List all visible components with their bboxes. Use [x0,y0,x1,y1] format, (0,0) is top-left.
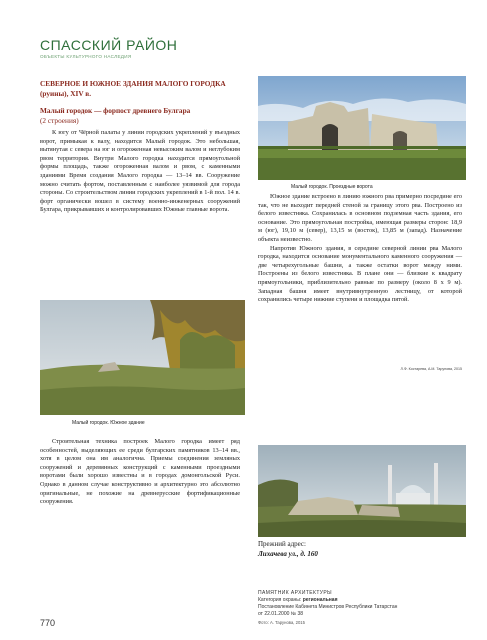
article-subtitle-bold: Малый городок — форпост древнего Булгара [40,106,191,115]
photo-credit-footer: Фото: А. Тарунова, 2015 [258,620,305,625]
article-subtitle-normal: (2 строения) [40,116,79,125]
protection-category [258,597,397,604]
paragraph-3-text: Строительная техника построек Малого городка имеет ряд особенностей, выделяющих ее среди булгарских памятников 13–14 вв., хотя в целом она им аналогична. Приемы соединения земляных сооружений и деревянных конструкций с каменными проездными воротами были хорошо известны и в городах домонгольской Руси. Однако в данном случае конструктивно и архитектурно это абсолютно оригинальные, не похожие на древнерусские фортификационные сооружения. [40,438,240,506]
caption-south-building: Малый городок. Южное здание [72,420,145,426]
former-address-value: Лихачева ул., д. 160 [258,550,318,558]
photo-south-image [40,300,245,415]
article-title: СЕВЕРНОЕ И ЮЖНОЕ ЗДАНИЯ МАЛОГО ГОРОДКА (руины), XIV в. [40,79,226,98]
paragraph-1-text: К югу от Чёрной палаты у линии городских укреплений у въездных ворот, примыкая к валу, находится Малый городок. Это небольшая, вытянутая с севера на юг и огороженная невысоким валом и неглубоким рвом территория. Внутри Малого городка находится прямоугольной формы площадь, также огороженная валом и рвом, с каменными зданиями Время создания Малого городка — 13–14 вв. Сооружение можно считать фортом, поставленным с наиболее уязвимой для города стороны. Со строительством линии городских укреплений в 1-й пол. 14 в. форт органически вошел в систему военно-инженерных сооружений Булгара, прикрывавших и контролировавших Южные главные ворота. [40,129,240,214]
decree-line-1: Постановление Кабинета Министров Республики Татарстан [258,604,398,610]
section-subtitle: ОБЪЕКТЫ КУЛЬТУРНОГО НАСЛЕДИЯ [40,54,132,59]
monument-info [258,590,397,618]
article-subtitle [40,106,240,126]
paragraph-2b-text: Напротив Южного здания, в середине северной линии рва Малого городка, находится основание монументального каменного сооружения — две четырехугольные башни, а также остатки ворот между ними. Построены из белого известняка. В плане они — близкие к квадрату прямоугольники, приблизительно равные по размеру (около 8 х 9 м). Западная башня имеет внутривнутренную лестницу, от которой сохранились четыре нижние ступени и площадка пятой. [258,244,462,304]
paragraph-1 [40,129,240,215]
caption-gate: Малый городок. Проездные ворота [291,184,373,190]
protection-category-value: региональная [302,597,338,603]
paragraph-3 [40,438,240,507]
photo-gate [258,76,466,180]
former-address-label: Прежний адрес: [258,540,306,548]
photo-credit-1: Л.Ф. Костарева, А.М. Тарунова, 2015 [400,367,462,371]
photo-south-building [40,300,245,415]
photo-gate-image [258,76,466,180]
section-title: СПАССКИЙ РАЙОН [40,37,178,53]
page-number: 770 [40,618,56,628]
paragraph-2a-text: Южное здание встроено в линию южного рва примерно посредине его так, что не выходит передней стеной за границу этого рва. Построено из белого известняка. Сохранилась в основном подземная часть здания, его основание. Это прямоугольная постройка, имеющая размеры сторон: 18,9 м (юг), 19,10 м (север), 13,15 м (восток), 13,85 м (запад). Назначение объекта неизвестно. [258,193,462,243]
photo-ruins-mosque [258,445,466,537]
photo-mosque-image [258,445,466,537]
paragraph-2 [258,193,462,305]
decree-line-2: от 22.01.2000 № 38 [258,611,304,617]
monument-type: ПАМЯТНИК АРХИТЕКТУРЫ [258,590,332,596]
protection-category-label: Категория охраны: [258,597,302,603]
